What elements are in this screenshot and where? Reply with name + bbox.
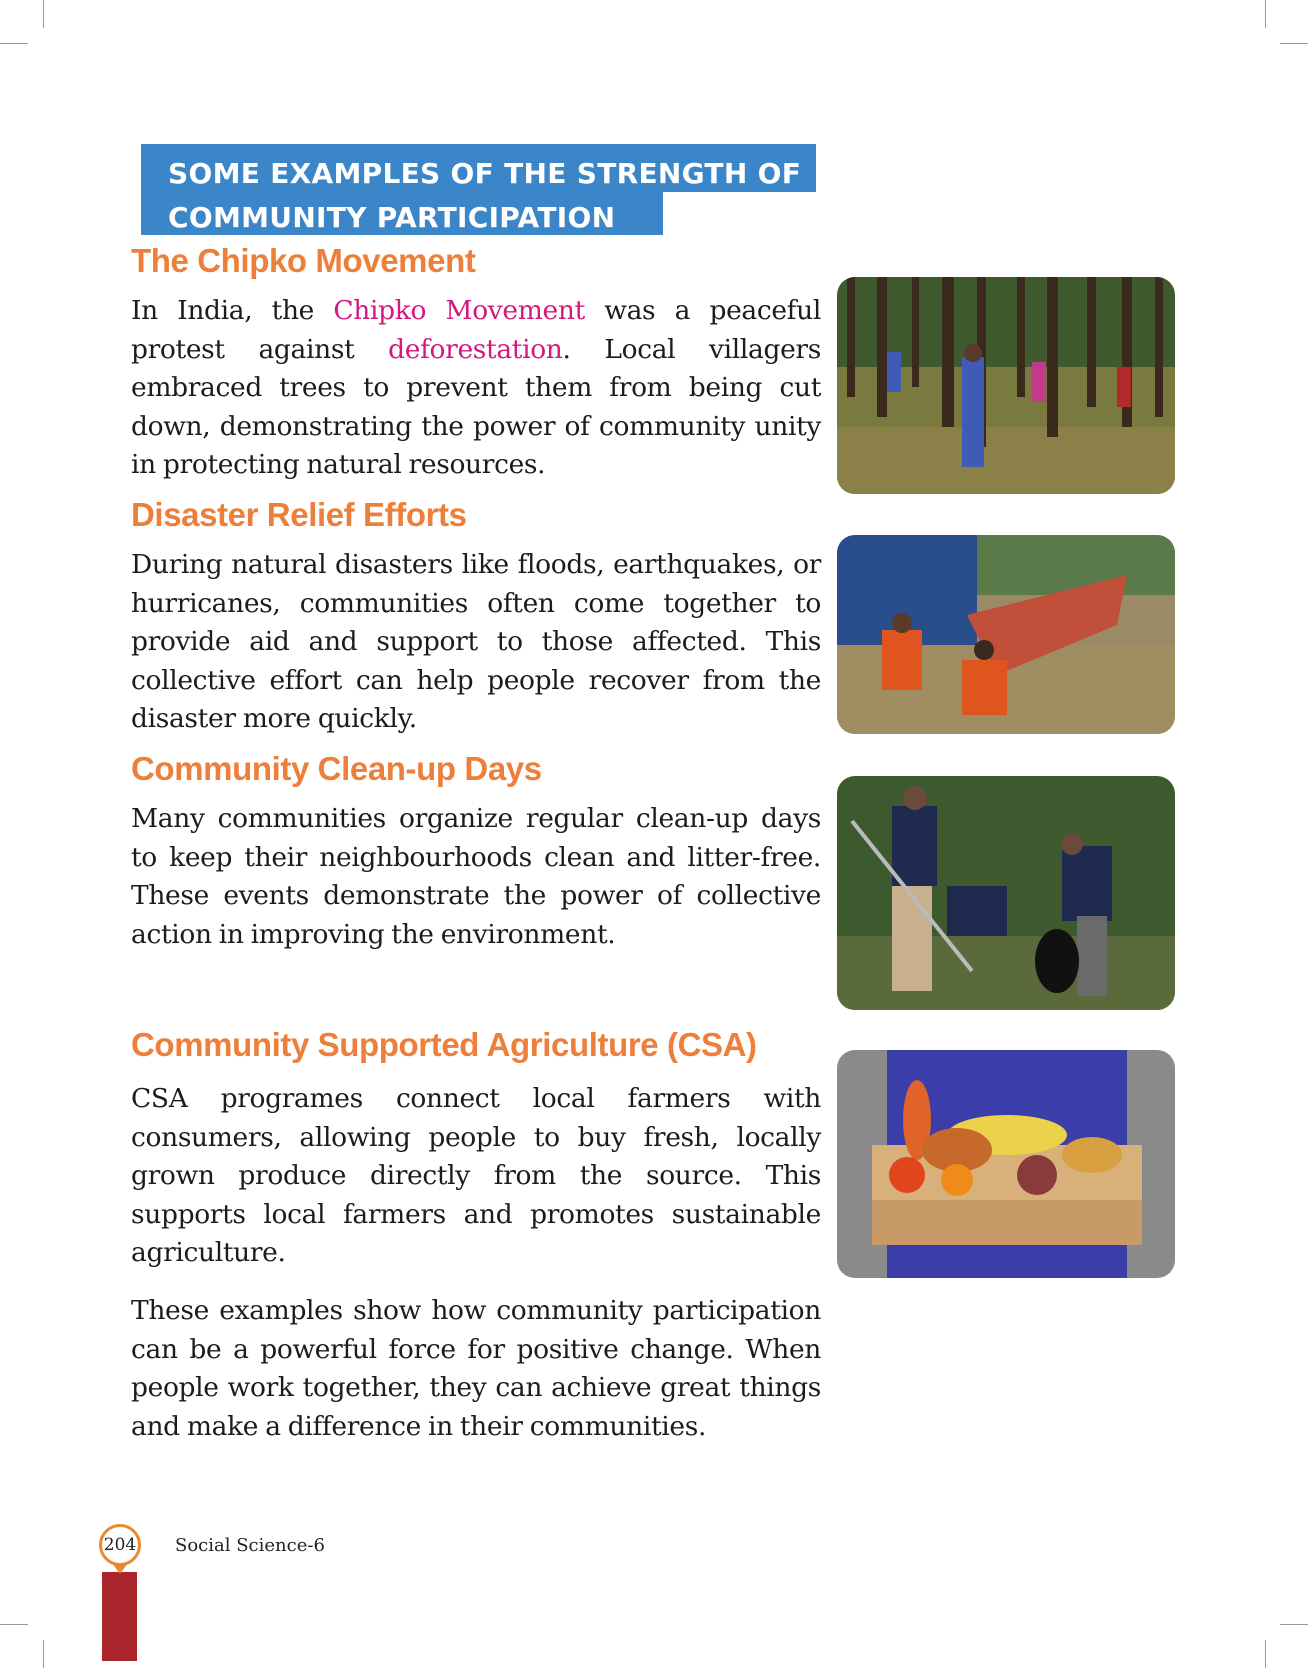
- crop-mark: [1280, 1624, 1308, 1625]
- heading-disaster-relief: Disaster Relief Efforts: [131, 496, 467, 533]
- title-line-1: SOME EXAMPLES OF THE STRENGTH OF: [168, 157, 802, 190]
- page-number: 204: [99, 1524, 141, 1566]
- csa-produce-photo: [837, 1050, 1175, 1278]
- heading-chipko: The Chipko Movement: [131, 242, 476, 279]
- crop-mark: [1265, 0, 1266, 28]
- section-title-box: [141, 144, 816, 235]
- crop-mark: [1265, 1640, 1266, 1668]
- book-name: Social Science-6: [175, 1535, 325, 1556]
- paragraph-disaster-relief: During natural disasters like floods, earthquakes, or hurricanes, communities often come together to provide aid and support to those affected. This collective effort can help people recover from the disaster more quickly.: [131, 549, 821, 735]
- paragraph-conclusion: These examples show how community participation can be a powerful force for positive change. When people work together, they can achieve great things and make a difference in their communities.: [131, 1295, 821, 1442]
- title-line-2: COMMUNITY PARTICIPATION: [168, 201, 616, 234]
- crop-mark: [43, 0, 44, 28]
- term-deforestation: deforestation: [388, 333, 563, 365]
- paragraph-clean-up: Many communities organize regular clean-up days to keep their neighbourhoods clean and litter-free. These events demonstrate the power of collective action in improving the environment.: [131, 803, 821, 950]
- page-number-badge: [99, 1524, 141, 1661]
- paragraph-csa: CSA programes connect local farmers with consumers, allowing people to buy fresh, locally grown produce directly from the source. This supports local farmers and promotes sustainable agriculture.: [131, 1083, 821, 1269]
- paragraph-chipko: In India, the Chipko Movement was a peaceful protest against deforestation. Local villagers embraced trees to prevent them from being cut down, demonstrating the power of community unity in protecting natural resources.: [131, 295, 821, 481]
- section-title: [168, 152, 808, 240]
- term-chipko-movement: Chipko Movement: [333, 295, 585, 326]
- crop-mark: [0, 1624, 28, 1625]
- crop-mark: [43, 1640, 44, 1668]
- heading-clean-up: Community Clean-up Days: [131, 750, 542, 787]
- disaster-relief-photo: [837, 535, 1175, 734]
- chipko-photo: [837, 277, 1175, 494]
- crop-mark: [1280, 43, 1308, 44]
- clean-up-photo: [837, 776, 1175, 1010]
- heading-csa: Community Supported Agriculture (CSA): [131, 1026, 757, 1063]
- crop-mark: [0, 43, 28, 44]
